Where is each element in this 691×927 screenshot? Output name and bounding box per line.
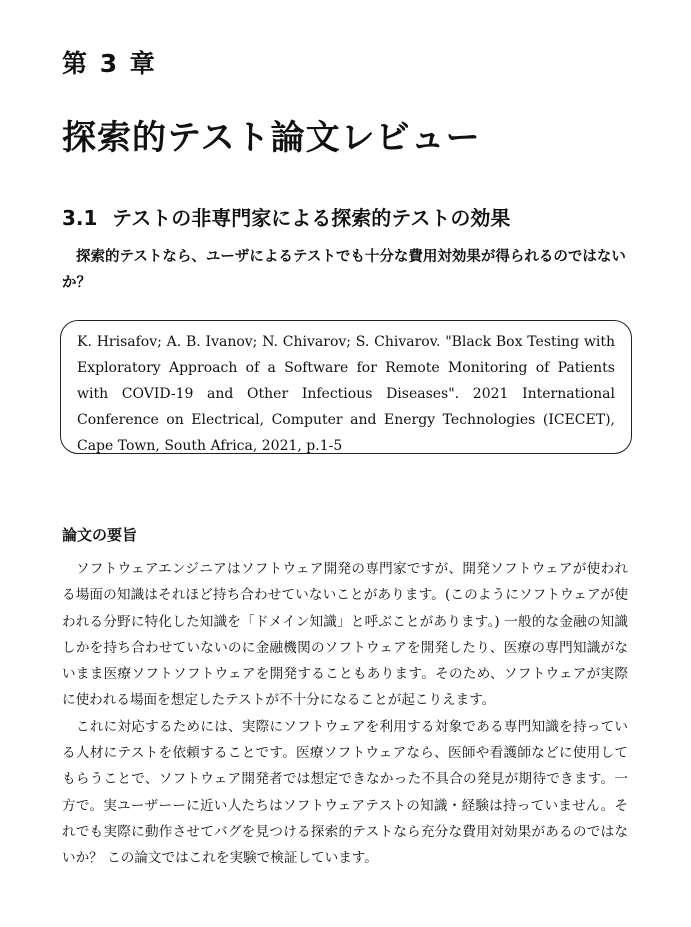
section-title: テストの非専門家による探索的テストの効果 xyxy=(112,206,511,230)
summary-body xyxy=(62,556,628,872)
summary-paragraph: ソフトウェアエンジニアはソフトウェア開発の専門家ですが、開発ソフトウェアが使われる場面の知識はそれほど持ち合わせていないことがあります。(このようにソフトウェアが使われる分野に特化した知識を「ドメイン知識」と呼ぶことがあります。) 一般的な金融の知識しかを持ち合わせていないのに金融機関のソフトウェアを開発したり、医療の専門知識がないまま医療ソフトソフトウェアを開発することもあります。そのため、ソフトウェアが実際に使われる場面を想定したテストが不十分になることが起こりえます。 xyxy=(62,561,628,709)
summary-paragraph: これに対応するためには、実際にソフトウェアを利用する対象である専門知識を持っている人材にテストを依頼することです。医療ソフトウェアなら、医師や看護師などに使用してもらうことで、ソフトウェア開発者では想定できなかった不具合の発見が期待できます。一方で。実ユーザーーに近い人たちはソフトウェアテストの知識・経験は持っていません。それでも実際に動作させてバグを見つける探索的テストなら充分な費用対効果があるのではないか？ この論文ではこれを実験で検証しています。 xyxy=(62,718,628,867)
research-question: 探索的テストなら、ユーザによるテストでも十分な費用対効果が得られるのではないか？ xyxy=(62,248,626,291)
chapter-title: 探索的テスト論文レビュー xyxy=(62,118,481,158)
reference-box xyxy=(60,320,632,454)
section-heading xyxy=(62,202,510,231)
section-number: 3.1 xyxy=(62,206,98,230)
reference-citation: K. Hrisafov; A. B. Ivanov; N. Chivarov; S. Chivarov. "Black Box Testing with Exploratory Approach of a Software for Remote Monitoring of Patients with COVID-19 and Other Infectious Diseases". 2021 International Conference on Electrical, Computer and Energy Technologies (ICECET), Cape Town, South Africa, 2021, p.1-5 xyxy=(77,334,615,454)
chapter-label: 第 3 章 xyxy=(62,49,157,78)
summary-heading: 論文の要旨 xyxy=(62,526,138,544)
